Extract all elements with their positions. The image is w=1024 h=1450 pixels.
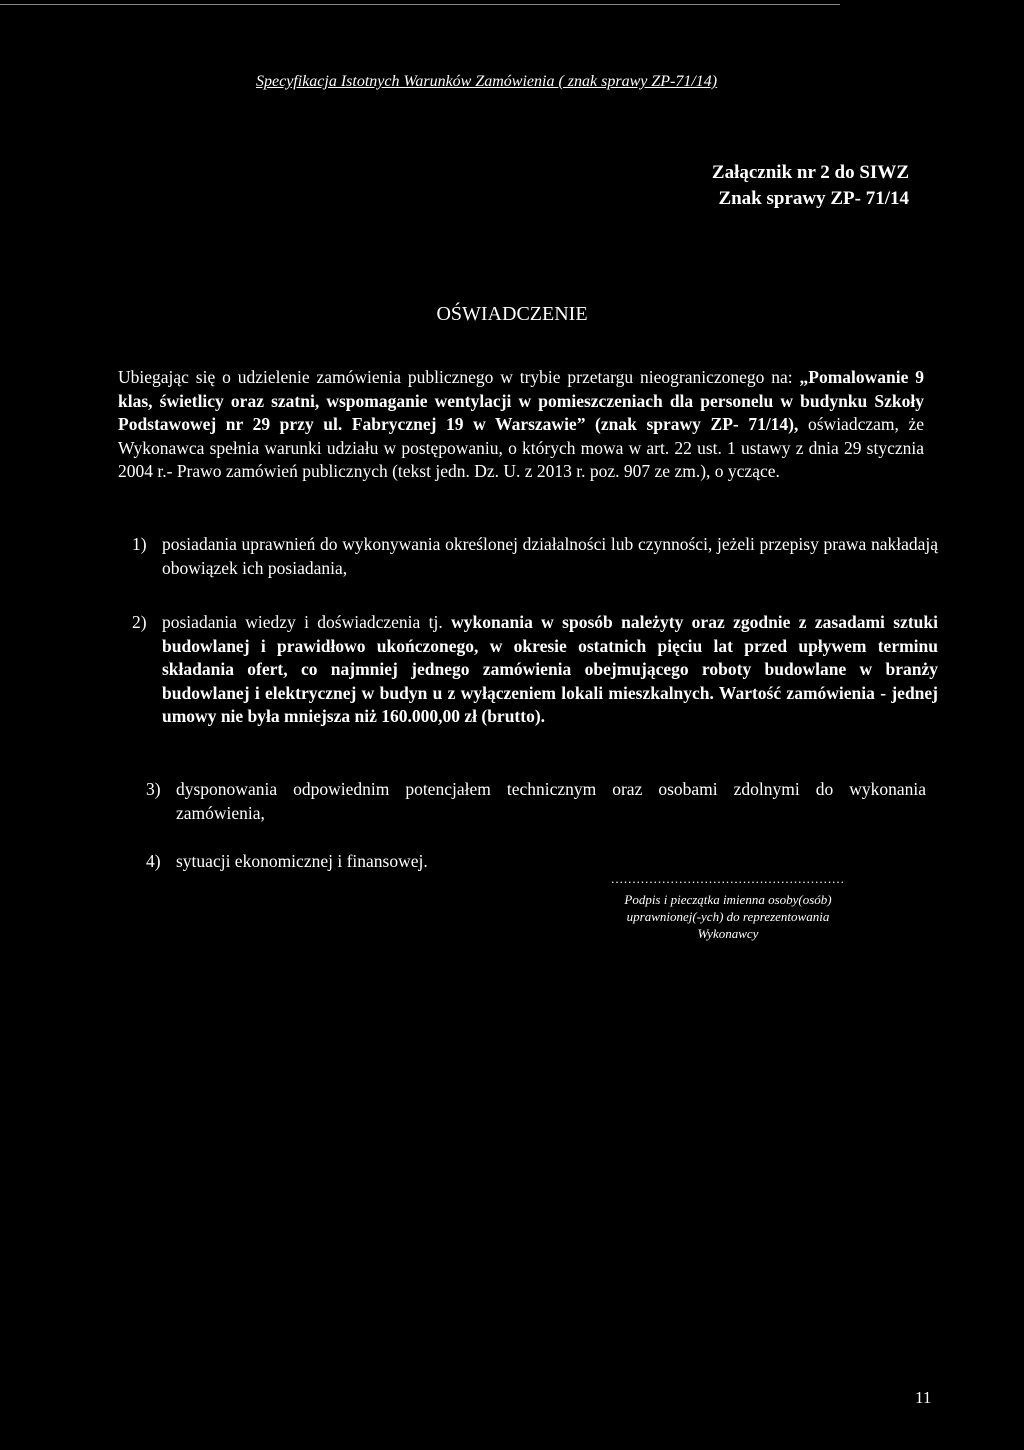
item-lead: posiadania wiedzy i doświadczenia tj. [162,612,452,632]
intro-paragraph [118,366,924,484]
annex-line-2: Znak sprawy ZP- 71/14 [718,188,909,209]
signature-line: ....................................................... [611,871,845,886]
item-bold-text: wykonania w sposób należyty oraz zgodnie z zasadami sztuki budowlanej i prawidłowo ukończonego, w okresie ostatnich pięciu lat przed upływem terminu składania ofert, co najmniej jednego zamówienia obejmującego roboty budowlane w branży budowlanej i elektrycznej w budyn u z wyłączeniem lokali mieszkalnych. Wartość zamówienia - jednej umowy nie była mniejsza niż 160.000,00 zł (brutto). [162,612,938,726]
annex-block [712,160,909,212]
item-text: sytuacji ekonomicznej i finansowej. [176,851,428,871]
intro-subject: „Pomalowanie 9 klas, świetlicy oraz szatni, wspomaganie wentylacji w pomieszczeniach dla personelu w budynku Szkoły Podstawowej nr 29 przy ul. Fabrycznej 19 w Warszawie” (znak sprawy ZP- 71/14), [118,367,924,434]
signature-caption-2: uprawnionej(-ych) do reprezentowania [626,909,830,924]
intro-tail: oświadczam, że Wykonawca spełnia warunki udziału w postępowaniu, o których mowa w art. 22 ust. 1 ustawy z dnia 29 stycznia 2004 r.- Prawo zamówień publicznych (tekst jedn. Dz. U. z 2013 r. poz. 907 ze zm.), o yczące. [118,414,924,481]
item-text [162,611,938,729]
document-title: OŚWIADCZENIE [436,303,588,325]
item-number: 3) [146,779,161,799]
signature-caption-3: Wykonawcy [697,926,759,941]
annex-line-1: Załącznik nr 2 do SIWZ [711,162,909,183]
list-item-2 [132,611,938,729]
intro-lead: Ubiegając się o udzielenie zamówienia publicznego w trybie przetargu nieograniczonego na: [118,367,800,387]
page-header: Specyfikacja Istotnych Warunków Zamówienia ( znak sprawy ZP-71/14) [256,73,718,90]
item-number: 1) [132,534,147,554]
list-item-3 [146,778,926,825]
signature-block [578,870,878,942]
item-text: posiadania uprawnień do wykonywania określonej działalności lub czynności, jeżeli przepisy prawa nakładają obowiązek ich posiadania, [162,534,938,578]
item-text: dysponowania odpowiednim potencjałem technicznym oraz osobami zdolnymi do wykonania zamówienia, [176,779,926,823]
list-item-1 [132,533,938,580]
item-number: 4) [146,851,161,871]
item-number: 2) [132,612,147,632]
top-rule [0,4,840,5]
page-number: 11 [915,1388,932,1407]
signature-caption-1: Podpis i pieczątka imienna osoby(osób) [624,892,832,907]
